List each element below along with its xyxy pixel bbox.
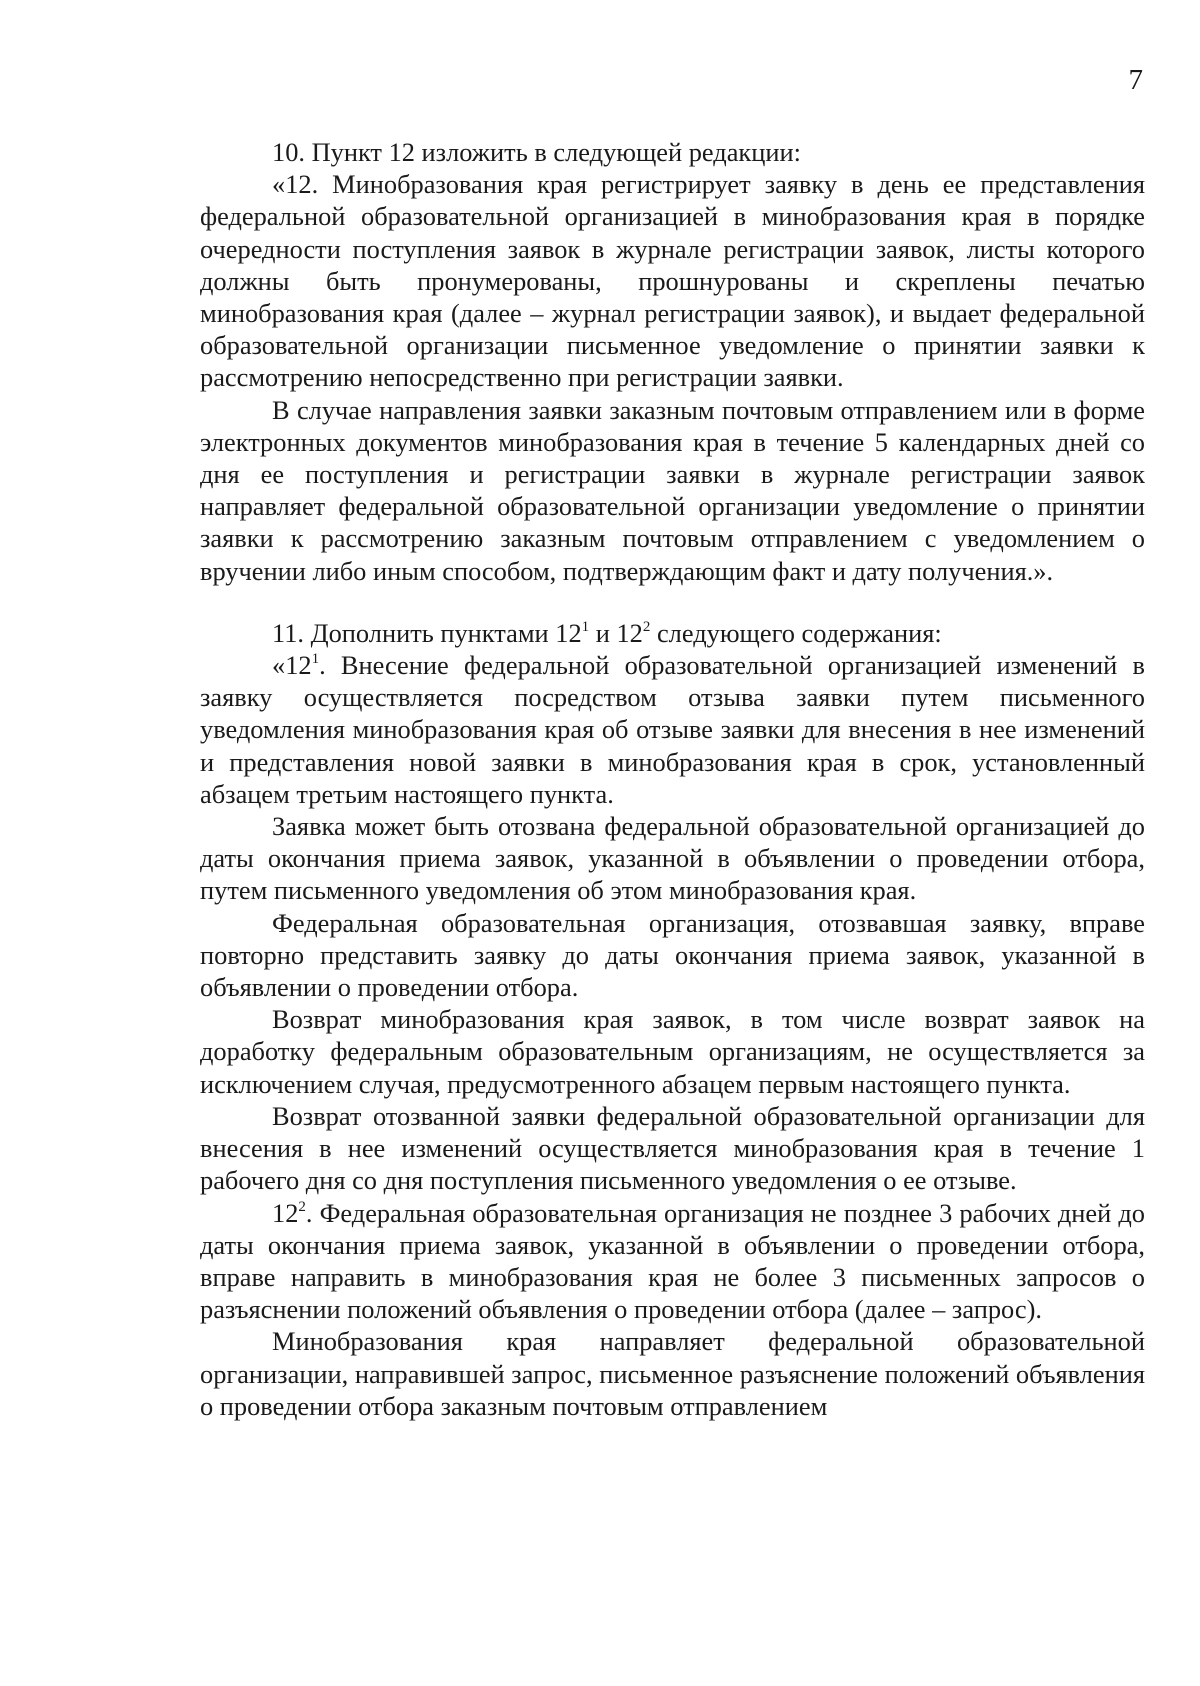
- paragraph: Возврат отозванной заявки федеральной образовательной организации для внесения в нее изменений осуществляется минобразования края в течение 1 рабочего дня со дня поступления письменного уведомления о ее отзыве.: [200, 1100, 1145, 1196]
- text-run: и 12: [589, 617, 643, 648]
- superscript: 2: [642, 618, 651, 635]
- text-run: следующего содержания:: [650, 617, 942, 648]
- text-run: «12: [272, 650, 312, 681]
- superscript: 1: [581, 618, 590, 635]
- document-body: [200, 136, 1145, 1422]
- text-run: . Федеральная образовательная организация не позднее 3 рабочих дней до даты окончания приема заявок, указанной в объявлении о проведении отбора, вправе направить в минобразования края не более 3 письменных запросов о разъяснении положений объявления о проведении отбора (далее – запрос).: [200, 1197, 1145, 1325]
- text-run: . Внесение федеральной образовательной организацией изменений в заявку осуществляется посредством отзыва заявки путем письменного уведомления минобразования края об отзыве заявки для внесения в нее изменений и представления новой заявки в минобразования края в срок, установленный абзацем третьим настоящего пункта.: [200, 650, 1145, 809]
- paragraph: Заявка может быть отозвана федеральной образовательной организацией до даты окончания приема заявок, указанной в объявлении о проведении отбора, путем письменного уведомления об этом минобразования края.: [200, 811, 1145, 906]
- superscript: 1: [311, 651, 320, 668]
- paragraph: Возврат минобразования края заявок, в том числе возврат заявок на доработку федеральным образовательным организациям, не осуществляется за исключением случая, предусмотренного абзацем первым настоящего пункта.: [200, 1004, 1145, 1099]
- paragraph: Федеральная образовательная организация, отозвавшая заявку, вправе повторно представить заявку до даты окончания приема заявок, указанной в объявлении о проведении отбора.: [200, 907, 1145, 1003]
- paragraph: 10. Пункт 12 изложить в следующей редакции:: [272, 137, 801, 167]
- paragraph: [200, 1197, 1145, 1326]
- paragraph: В случае направления заявки заказным почтовым отправлением или в форме электронных документов минобразования края в течение 5 календарных дней со дня ее поступления и регистрации заявки в журнале регистрации заявок направляет федеральной образовательной организации уведомление о принятии заявки к рассмотрению заказным почтовым отправлением с уведомлением о вручении либо иным способом, подтверждающим факт и дату получения.».: [200, 394, 1145, 586]
- text-run: 11. Дополнить пунктами 12: [272, 617, 582, 648]
- page-number: 7: [1128, 64, 1143, 96]
- paragraph-spacer: [200, 587, 1145, 617]
- text-run: 12: [272, 1197, 299, 1228]
- paragraph: Минобразования края направляет федеральной образовательной организации, направившей запрос, письменное разъяснение положений объявления о проведении отбора заказным почтовым отправлением: [200, 1326, 1145, 1421]
- paragraph: [200, 649, 1145, 810]
- superscript: 2: [298, 1198, 306, 1215]
- paragraph: «12. Минобразования края регистрирует заявку в день ее представления федеральной образовательной организацией в минобразования края в порядке очередности поступления заявок в журнале регистрации заявок, листы которого должны быть пронумерованы, прошнурованы и скреплены печатью минобразования края (далее – журнал регистрации заявок), и выдает федеральной образовательной организации письменное уведомление о принятии заявки к рассмотрению непосредственно при регистрации заявки.: [200, 169, 1145, 393]
- paragraph: [200, 617, 1145, 649]
